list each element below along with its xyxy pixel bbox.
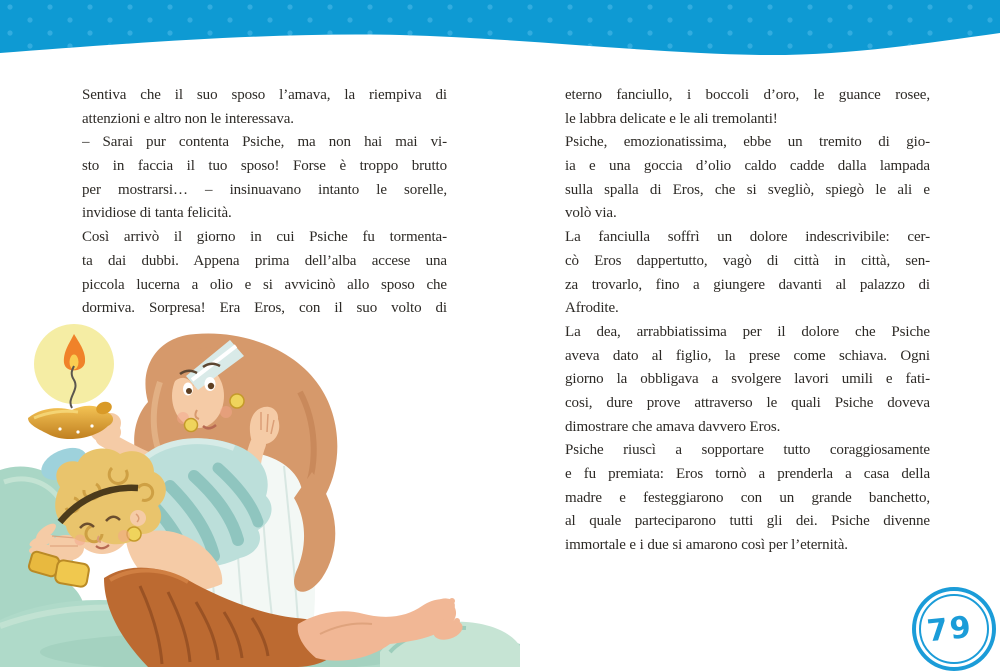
text-line: invidiose di tanta felicità. [82, 205, 232, 222]
text-line: sto in faccia il tuo sposo! Forse è troppo brutto [82, 158, 447, 175]
text-line: immortale e i due si amarono così per l’eternità. [565, 537, 848, 554]
decorative-wave-band [0, 0, 1000, 62]
text-line: Sentiva che il suo sposo l’amava, la riempiva di [82, 87, 447, 103]
text-line: La dea, arrabbiatissima per il dolore che Psiche [565, 323, 930, 340]
text-line: cosi, dure prove attraverso le quali Psiche doveva [565, 394, 930, 411]
story-column-right [565, 84, 930, 558]
text-line: madre e festeggiarono con un grande banchetto, [565, 489, 930, 506]
page-number-badge [912, 587, 996, 671]
text-line: piccola lucerna a olio e si avvicinò allo sposo che [82, 276, 447, 293]
text-line: attenzioni e altro non le interessava. [82, 110, 294, 127]
text-line: Psiche riuscì a sopportare tutto coraggiosamente [565, 442, 930, 459]
gold-earring [230, 394, 244, 408]
text-line: per mostrarsi… – insinuavano intanto le sorelle, [82, 181, 447, 198]
text-line: giorno la obbligava a svolgere lavori umili e fati- [565, 371, 930, 388]
text-line: le labbra delicate e le ali tremolanti! [565, 110, 778, 127]
page-number: 79 [925, 609, 975, 649]
text-line: volò via. [565, 205, 617, 222]
text-line: Afrodite. [565, 300, 619, 317]
text-line: ta dai dubbi. Appena prima dell’alba accese una [82, 252, 447, 269]
text-line: eterno fanciullo, i boccoli d’oro, le guance rosee, [565, 87, 930, 103]
psyche-eros-illustration [0, 322, 520, 667]
gold-cuff [54, 559, 90, 587]
text-line: Psiche, emozionatissima, ebbe un tremito di gio- [565, 134, 930, 151]
gold-earring [185, 419, 198, 432]
text-line: – Sarai pur contenta Psiche, ma non hai mai vi- [82, 134, 447, 151]
text-line: aveva dato al figlio, la prese come schiava. Ogni [565, 347, 930, 364]
text-line: cò Eros dappertutto, vagò di città in città, sen- [565, 252, 930, 269]
text-line: al quale parteciparono tutti gli dei. Psiche divenne [565, 513, 930, 530]
text-line: dormiva. Sorpresa! Era Eros, con il suo volto di [82, 300, 447, 317]
text-line: za trovarlo, fino a giungere davanti al palazzo di [565, 276, 930, 293]
text-line: dimostrare che amava davvero Eros. [565, 418, 781, 435]
text-line: e fu premiata: Eros tornò a prenderla a casa della [565, 466, 930, 482]
text-line: sulla spalla di Eros, che si svegliò, spiegò le ali e [565, 181, 930, 198]
text-line: Così arrivò il giorno in cui Psiche fu tormenta- [82, 229, 447, 246]
story-column-left [82, 84, 447, 321]
flame-glow-icon [34, 324, 114, 408]
text-line: ia e una goccia d’olio caldo cadde dalla lampada [565, 158, 930, 175]
text-line: La fanciulla soffrì un dolore indescrivibile: cer- [565, 229, 930, 246]
